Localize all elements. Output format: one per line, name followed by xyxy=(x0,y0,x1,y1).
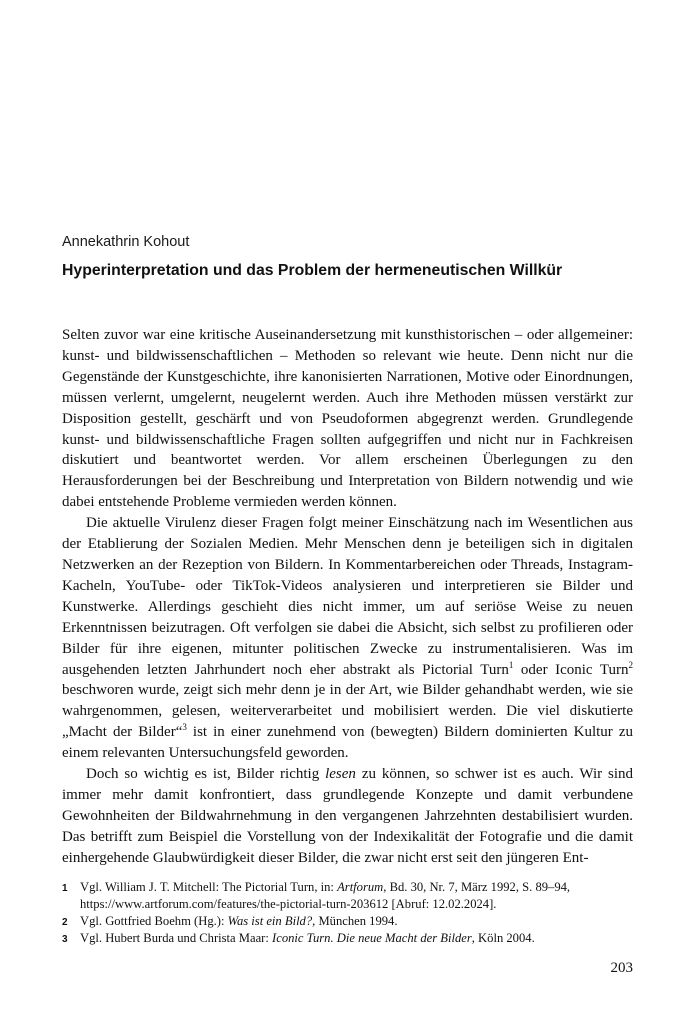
paragraph-2-part-a: Die aktuelle Virulenz dieser Fragen folgt meiner Einschätzung nach im Wesentlichen aus der Etablierung der Sozialen Medien. Mehr Menschen denn je beteiligen sich in digitalen Netzwerken an der Rezeption von Bildern. In Kommentarbereichen oder Threads, Instagram-Kacheln, YouTube- oder TikTok-Videos analysieren und interpretieren sie Bilder und Kunstwerke. Allerdings geschieht dies nicht immer, um auf seriöse Weise zu neuen Erkenntnissen beizutragen. Oft verfolgen sie dabei die Absicht, sich selbst zu profilieren oder Bilder für ihre eigenen, mitunter politischen Zwecke zu instrumentalisieren. Was im ausgehenden letzten Jahrhundert noch eher abstrakt als Pictorial Turn xyxy=(62,515,633,678)
paragraph-3 xyxy=(62,764,633,869)
footnote-text: , Bd. 30, Nr. 7, März 1992, S. 89–94, https://www.artforum.com/features/the-pictorial-turn-203612 [Abruf: 12.02.2024]. xyxy=(80,880,571,911)
footnote-text: Vgl. Hubert Burda und Christa Maar: xyxy=(80,931,273,945)
footnote-text: , München 1994. xyxy=(312,914,398,928)
footnote-ref-3[interactable]: 3 xyxy=(182,722,187,733)
footnote-1 xyxy=(62,879,633,913)
paragraph-2-part-c: beschworen wurde, zeigt sich mehr denn je in der Art, wie Bilder gehandhabt werden, wie sie wahrgenommen, gelesen, weiterverarbeitet und mobilisiert werden. Die viel diskutierte „Macht der Bilder“ xyxy=(62,682,633,741)
footnote-italic: Artforum xyxy=(337,880,384,894)
paragraph-3-part-b: zu können, so schwer ist es auch. Wir sind immer mehr damit konfrontiert, dass grundlegende Konzepte und damit verbundene Gewohnheiten der Bildwahrnehmung in den vergangenen Jahrzehnten destabilisiert wurden. Das betrifft zum Beispiel die Vorstellung von der Indexikalität der Fotografie und die damit einhergehende Glaubwürdigkeit dieser Bilder, die zwar nicht erst seit den jüngeren Ent- xyxy=(62,766,633,866)
footnotes xyxy=(62,879,633,947)
author-name: Annekathrin Kohout xyxy=(62,234,190,250)
footnote-italic: Was ist ein Bild? xyxy=(227,914,313,928)
footnote-ref-2[interactable]: 2 xyxy=(628,659,633,670)
footnote-ref-1[interactable]: 1 xyxy=(508,659,514,670)
emphasis-lesen: lesen xyxy=(325,766,356,783)
paragraph-2 xyxy=(62,513,633,764)
footnote-number: 1 xyxy=(62,883,68,894)
footnote-number: 3 xyxy=(62,934,68,945)
paragraph-2-part-d: ist in einer zunehmend von (bewegten) Bildern dominierten Kultur zu einem relevanten Untersuchungsfeld geworden. xyxy=(62,724,634,762)
paragraph-1: Selten zuvor war eine kritische Auseinandersetzung mit kunsthistorischen – oder allgemeiner: kunst- und bildwissenschaftlichen – Methoden so relevant wie heute. Denn nicht nur die Gegenstände der Kunstgeschichte, ihre kanonisierten Narrationen, Motive oder Einordnungen, müssen verlernt, umgelernt, neugelernt werden. Auch ihre Methoden müssen verstärkt zur Disposition gestellt, geschärft und von Pseudoformen abgegrenzt werden. Grundlegende kunst- und bildwissenschaftliche Fragen sollten aufgegriffen und nicht nur in Fachkreisen diskutiert und beantwortet werden. Vor allem erscheinen Überlegungen zu den Herausforderungen bei der Beschreibung und Interpretation von Bildern notwendig und wie dabei entstehende Probleme vermieden werden können. xyxy=(62,327,633,511)
paragraph-2-part-b: oder Iconic Turn xyxy=(513,661,629,678)
footnote-italic: Iconic Turn. Die neue Macht der Bilder xyxy=(272,931,472,945)
footnote-2 xyxy=(62,913,633,930)
footnote-3 xyxy=(62,930,633,947)
footnote-text: , Köln 2004. xyxy=(471,931,535,945)
page-number: 203 xyxy=(610,960,633,976)
paragraph-3-part-a: Doch so wichtig es ist, Bilder richtig xyxy=(86,766,326,783)
footnote-text: Vgl. William J. T. Mitchell: The Pictorial Turn, in: xyxy=(80,880,338,894)
article-title: Hyperinterpretation und das Problem der hermeneutischen Willkür xyxy=(62,262,563,279)
footnote-number: 2 xyxy=(62,917,68,928)
footnote-text: Vgl. Gottfried Boehm (Hg.): xyxy=(80,914,228,928)
body-text xyxy=(62,325,633,869)
